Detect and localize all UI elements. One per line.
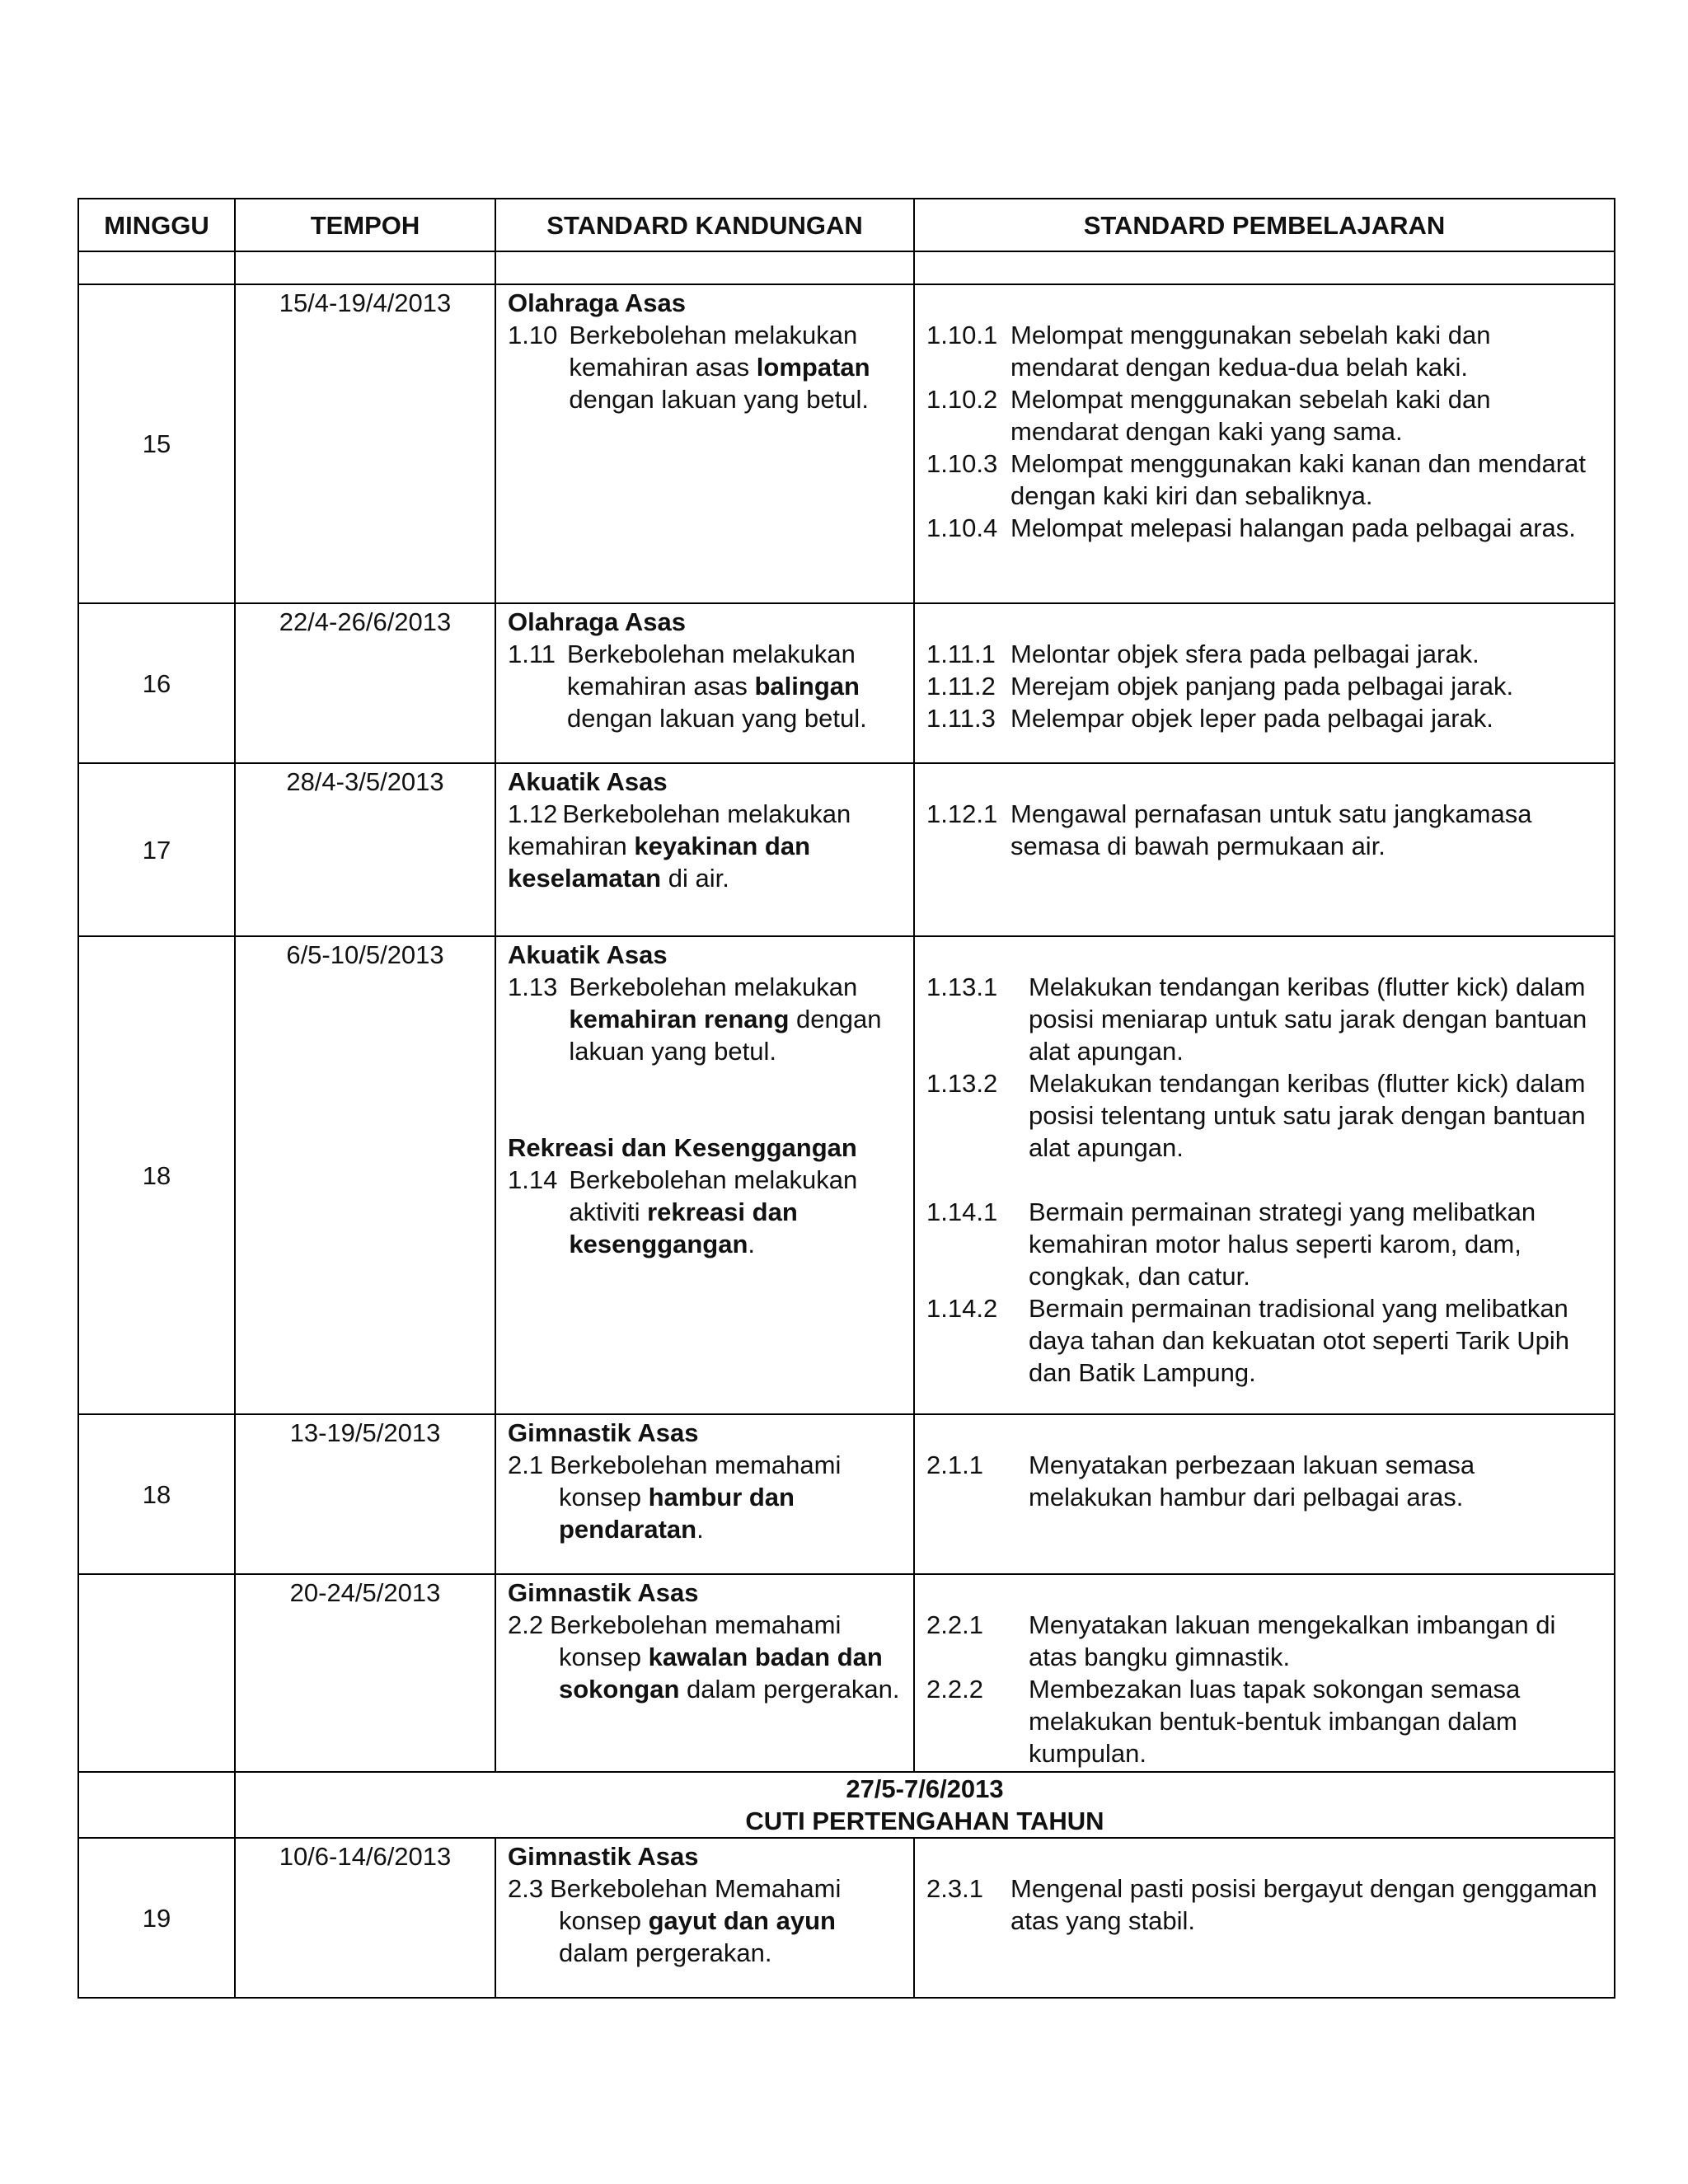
sp-item xyxy=(926,512,1602,544)
holiday-dates: 27/5-7/6/2013 xyxy=(846,1774,1004,1803)
sk-text-pre: Berkebolehan melakukan kemahiran xyxy=(508,799,851,860)
spacer-cell xyxy=(78,251,235,284)
sp-text: Bermain permainan strategi yang melibatkan kemahiran motor halus seperti karom, dam, congkak, dan catur. xyxy=(1029,1197,1536,1291)
week-cell xyxy=(78,1574,235,1772)
spacer-row xyxy=(78,251,1615,284)
sp-item xyxy=(926,670,1602,702)
sp-item xyxy=(926,702,1602,734)
sp-number: 1.12.1 xyxy=(926,799,998,828)
sp-number: 1.11.1 xyxy=(926,640,996,668)
table-row xyxy=(78,1414,1615,1574)
sp-item xyxy=(926,1609,1602,1673)
lesson-plan-sheet xyxy=(77,198,1614,1999)
sk-text-post: di air. xyxy=(661,864,729,893)
sk-text xyxy=(569,1164,902,1260)
sp-number: 1.14.1 xyxy=(926,1197,998,1226)
sk-item xyxy=(508,638,902,734)
holiday-week-cell xyxy=(78,1772,235,1838)
sk-text-bold: rekreasi dan kesenggangan xyxy=(569,1197,798,1258)
header-tempoh: TEMPOH xyxy=(235,199,495,251)
sk-text-post: dengan lakuan yang betul. xyxy=(567,704,867,733)
standard-kandungan-cell xyxy=(495,763,914,936)
sk-number: 1.12 xyxy=(508,799,558,828)
sk-text-post: dalam pergerakan. xyxy=(679,1675,900,1704)
sp-text: Mengawal pernafasan untuk satu jangkamasa semasa di bawah permukaan air. xyxy=(1010,799,1532,860)
sk-text-bold: kawalan badan dan sokongan xyxy=(559,1643,883,1704)
standard-kandungan-cell xyxy=(495,284,914,603)
sk-text-bold: hambur dan pendaratan xyxy=(559,1483,795,1544)
sk-text-post: dengan lakuan yang betul. xyxy=(569,385,870,414)
sk-text-post: . xyxy=(748,1230,756,1258)
sk-number: 1.13 xyxy=(508,972,558,1001)
sp-text: Menyatakan lakuan mengekalkan imbangan di atas bangku gimnastik. xyxy=(1029,1610,1556,1671)
standard-pembelajaran-cell xyxy=(914,1838,1615,1998)
sp-text: Melakukan tendangan keribas (flutter kick) dalam posisi telentang untuk satu jarak dengan bantuan alat apungan. xyxy=(1029,1069,1586,1162)
sp-item xyxy=(926,1292,1602,1389)
sk-item xyxy=(508,1872,902,1969)
sk-number: 2.1 xyxy=(508,1451,544,1479)
week-cell: 19 xyxy=(78,1838,235,1998)
sp-item xyxy=(926,638,1602,670)
sk-text-post: . xyxy=(696,1515,704,1544)
sp-text: Bermain permainan tradisional yang melibatkan daya tahan dan kekuatan otot seperti Tarik Upih dan Batik Lampung. xyxy=(1029,1294,1570,1387)
standard-kandungan-cell xyxy=(495,603,914,763)
spacer-cell xyxy=(495,251,914,284)
sp-number: 2.2.1 xyxy=(926,1610,983,1639)
standard-pembelajaran-cell xyxy=(914,603,1615,763)
sp-text: Melempar objek leper pada pelbagai jarak. xyxy=(1010,704,1493,733)
sp-number: 2.2.2 xyxy=(926,1675,983,1704)
period-cell: 13-19/5/2013 xyxy=(235,1414,495,1574)
table-row xyxy=(78,284,1615,603)
spacer-cell xyxy=(914,251,1615,284)
sp-item xyxy=(926,383,1602,448)
sp-text: Menyatakan perbezaan lakuan semasa melakukan hambur dari pelbagai aras. xyxy=(1029,1451,1475,1511)
table-row xyxy=(78,1838,1615,1998)
sp-number: 2.1.1 xyxy=(926,1451,983,1479)
sk-title: Rekreasi dan Kesenggangan xyxy=(508,1133,857,1162)
sk-title: Gimnastik Asas xyxy=(508,1578,699,1607)
sk-text-pre: Berkebolehan memahami konsep xyxy=(550,1610,842,1671)
standard-pembelajaran-cell xyxy=(914,763,1615,936)
spacer-cell xyxy=(235,251,495,284)
period-cell: 6/5-10/5/2013 xyxy=(235,936,495,1414)
sk-title: Gimnastik Asas xyxy=(508,1842,699,1871)
sp-item xyxy=(926,1449,1602,1513)
sp-item xyxy=(926,319,1602,383)
sk-text xyxy=(567,638,902,734)
sk-text-bold: lompatan xyxy=(756,353,870,382)
standard-kandungan-cell xyxy=(495,1414,914,1574)
sp-number: 1.10.2 xyxy=(926,385,998,414)
sp-item xyxy=(926,971,1602,1067)
sk-number: 1.14 xyxy=(508,1165,558,1194)
sk-text-pre: Berkebolehan Memahami konsep xyxy=(550,1874,842,1935)
week-cell: 17 xyxy=(78,763,235,936)
sp-text: Melompat menggunakan kaki kanan dan mendarat dengan kaki kiri dan sebaliknya. xyxy=(1010,449,1586,510)
standard-pembelajaran-cell xyxy=(914,936,1615,1414)
sk-text-pre: Berkebolehan melakukan kemahiran asas xyxy=(569,321,858,382)
sk-text-bold: gayut dan ayun xyxy=(648,1906,836,1935)
sk-item xyxy=(508,971,902,1067)
header-row xyxy=(78,199,1615,251)
table-row xyxy=(78,1574,1615,1772)
sk-item xyxy=(508,1449,902,1545)
header-standard-pembelajaran: STANDARD PEMBELAJARAN xyxy=(914,199,1615,251)
sk-title: Gimnastik Asas xyxy=(508,1418,699,1447)
sp-number: 1.10.1 xyxy=(926,321,998,349)
sp-text: Merejam objek panjang pada pelbagai jarak. xyxy=(1010,672,1514,701)
sp-text: Melompat melepasi halangan pada pelbagai aras. xyxy=(1010,513,1576,542)
holiday-label: CUTI PERTENGAHAN TAHUN xyxy=(745,1807,1104,1835)
sp-text: Melontar objek sfera pada pelbagai jarak. xyxy=(1010,640,1479,668)
sk-text-bold: kemahiran renang xyxy=(569,1005,790,1033)
sp-number: 1.10.4 xyxy=(926,513,998,542)
sk-number: 1.11 xyxy=(508,640,556,668)
sk-text-pre: Berkebolehan melakukan kemahiran asas xyxy=(567,640,856,701)
week-cell: 18 xyxy=(78,936,235,1414)
sp-text: Melakukan tendangan keribas (flutter kick) dalam posisi meniarap untuk satu jarak dengan bantuan alat apungan. xyxy=(1029,972,1587,1066)
sk-text-post: dengan lakuan yang betul. xyxy=(569,1005,882,1066)
period-cell: 15/4-19/4/2013 xyxy=(235,284,495,603)
sk-title: Akuatik Asas xyxy=(508,940,668,969)
sp-text: Mengenal pasti posisi bergayut dengan genggaman atas yang stabil. xyxy=(1010,1874,1597,1935)
sp-number: 1.11.3 xyxy=(926,704,996,733)
table-row xyxy=(78,936,1615,1414)
sp-number: 2.3.1 xyxy=(926,1874,983,1903)
sp-item xyxy=(926,1673,1602,1769)
sp-item xyxy=(926,1067,1602,1164)
period-cell: 22/4-26/6/2013 xyxy=(235,603,495,763)
sp-number: 1.13.1 xyxy=(926,972,998,1001)
sk-item xyxy=(508,798,902,894)
table-row xyxy=(78,763,1615,936)
header-standard-kandungan: STANDARD KANDUNGAN xyxy=(495,199,914,251)
sk-number: 2.3 xyxy=(508,1874,544,1903)
sk-title: Olahraga Asas xyxy=(508,607,686,636)
sp-number: 1.13.2 xyxy=(926,1069,998,1098)
sp-item xyxy=(926,798,1602,862)
standard-kandungan-cell xyxy=(495,936,914,1414)
sp-number: 1.14.2 xyxy=(926,1294,998,1323)
lesson-plan-table xyxy=(77,198,1615,1999)
period-cell: 20-24/5/2013 xyxy=(235,1574,495,1772)
sk-text-pre: Berkebolehan melakukan aktiviti xyxy=(569,1165,858,1226)
sp-item xyxy=(926,1196,1602,1292)
sk-title: Olahraga Asas xyxy=(508,288,686,317)
holiday-row xyxy=(78,1772,1615,1838)
sk-title: Akuatik Asas xyxy=(508,767,668,796)
standard-pembelajaran-cell xyxy=(914,1414,1615,1574)
sk-text-bold: balingan xyxy=(754,672,860,701)
sk-number: 2.2 xyxy=(508,1610,544,1639)
sp-text: Melompat menggunakan sebelah kaki dan mendarat dengan kaki yang sama. xyxy=(1010,385,1491,446)
sp-item xyxy=(926,1872,1602,1937)
sp-number: 1.10.3 xyxy=(926,449,998,478)
sk-text-post: dalam pergerakan. xyxy=(559,1938,772,1967)
sk-text-bold: keyakinan dan keselamatan xyxy=(508,832,811,893)
sk-text-pre: Berkebolehan memahami konsep xyxy=(550,1451,842,1511)
table-row xyxy=(78,603,1615,763)
week-cell: 18 xyxy=(78,1414,235,1574)
period-cell: 10/6-14/6/2013 xyxy=(235,1838,495,1998)
header-minggu: MINGGU xyxy=(78,199,235,251)
sp-text: Membezakan luas tapak sokongan semasa melakukan bentuk-bentuk imbangan dalam kumpulan. xyxy=(1029,1675,1521,1768)
period-cell: 28/4-3/5/2013 xyxy=(235,763,495,936)
sk-item xyxy=(508,1164,902,1260)
sk-item xyxy=(508,319,902,415)
week-cell: 15 xyxy=(78,284,235,603)
sp-item xyxy=(926,448,1602,512)
sk-text-pre: Berkebolehan melakukan xyxy=(569,972,858,1001)
standard-pembelajaran-cell xyxy=(914,284,1615,603)
sp-number: 1.11.2 xyxy=(926,672,996,701)
sk-text xyxy=(569,971,902,1067)
week-cell: 16 xyxy=(78,603,235,763)
sk-item xyxy=(508,1609,902,1705)
sk-number: 1.10 xyxy=(508,321,558,349)
sp-text: Melompat menggunakan sebelah kaki dan mendarat dengan kedua-dua belah kaki. xyxy=(1010,321,1491,382)
standard-kandungan-cell xyxy=(495,1574,914,1772)
standard-pembelajaran-cell xyxy=(914,1574,1615,1772)
standard-kandungan-cell xyxy=(495,1838,914,1998)
holiday-banner xyxy=(235,1772,1615,1838)
sk-text xyxy=(569,319,902,415)
